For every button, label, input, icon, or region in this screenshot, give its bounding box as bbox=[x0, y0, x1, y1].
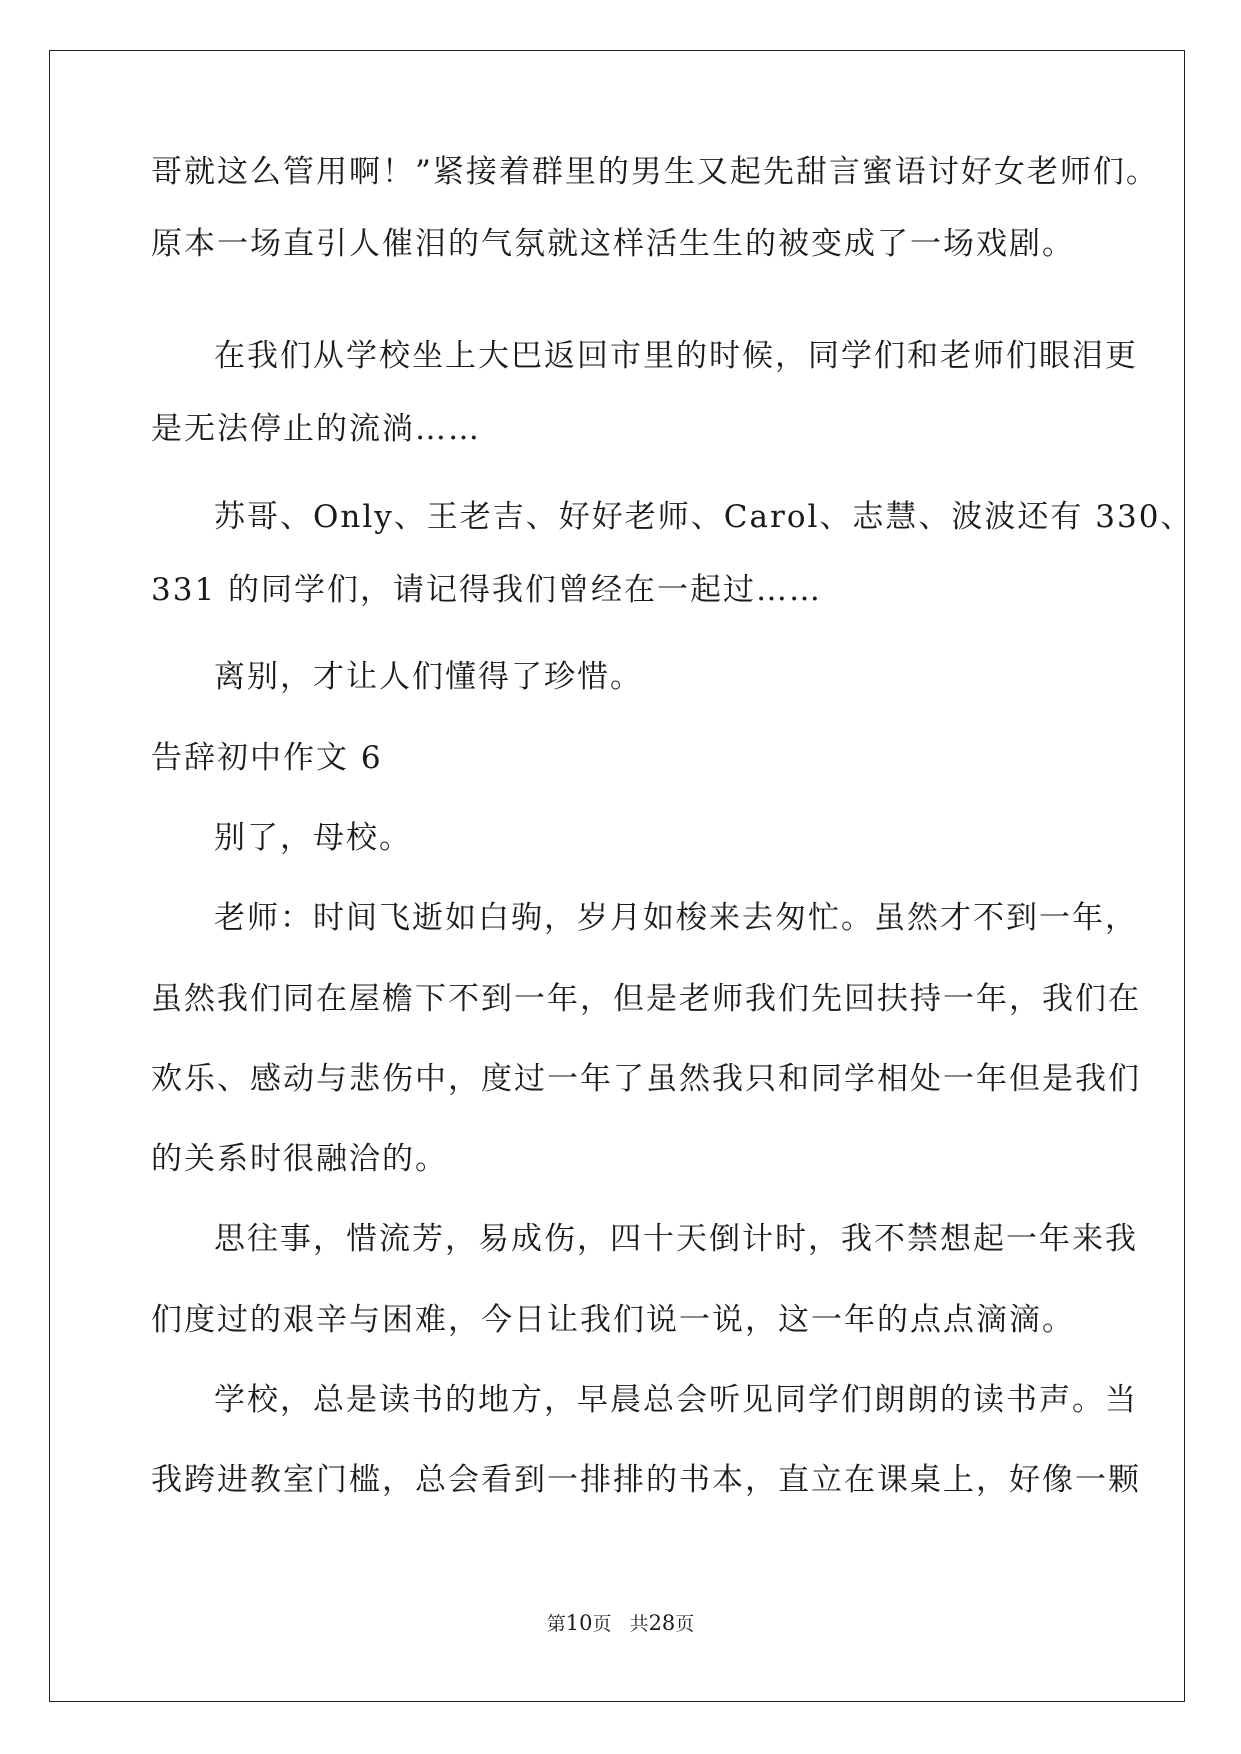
text-line: 学校，总是读书的地方，早晨总会听见同学们朗朗的读书声。当 bbox=[214, 1382, 1138, 1418]
footer-prefix: 第 bbox=[546, 1613, 566, 1635]
text-line: 的关系时很融洽的。 bbox=[151, 1141, 448, 1177]
text-line: 331 的同学们，请记得我们曾经在一起过…… bbox=[151, 572, 823, 608]
text-line: 苏哥、Only、王老吉、好好老师、Carol、志慧、波波还有 330、 bbox=[214, 499, 1194, 535]
text-line: 欢乐、感动与悲伤中，度过一年了虽然我只和同学相处一年但是我们 bbox=[151, 1061, 1141, 1097]
total-page-count: 28 bbox=[648, 1611, 676, 1635]
page-footer bbox=[0, 1611, 1241, 1636]
page-border bbox=[49, 50, 1185, 1702]
text-line: 思往事，惜流芳，易成伤，四十天倒计时，我不禁想起一年来我 bbox=[214, 1221, 1138, 1257]
text-line: 我跨进教室门槛，总会看到一排排的书本，直立在课桌上，好像一颗 bbox=[151, 1462, 1141, 1498]
section-heading: 告辞初中作文 6 bbox=[151, 740, 383, 776]
text-line: 哥就这么管用啊！”紧接着群里的男生又起先甜言蜜语讨好女老师们。 bbox=[151, 154, 1159, 190]
footer-suffix: 页 bbox=[675, 1613, 695, 1635]
text-line: 虽然我们同在屋檐下不到一年，但是老师我们先回扶持一年，我们在 bbox=[151, 981, 1141, 1017]
text-line: 原本一场直引人催泪的气氛就这样活生生的被变成了一场戏剧。 bbox=[151, 226, 1075, 262]
current-page-number: 10 bbox=[565, 1611, 593, 1635]
text-line: 别了，母校。 bbox=[214, 820, 412, 856]
footer-mid: 页 共 bbox=[592, 1613, 649, 1635]
text-line: 们度过的艰辛与困难，今日让我们说一说，这一年的点点滴滴。 bbox=[151, 1302, 1075, 1338]
text-line: 离别，才让人们懂得了珍惜。 bbox=[214, 659, 643, 695]
text-line: 是无法停止的流淌…… bbox=[151, 411, 481, 447]
text-line: 在我们从学校坐上大巴返回市里的时候，同学们和老师们眼泪更 bbox=[214, 338, 1138, 374]
text-line: 老师：时间飞逝如白驹，岁月如梭来去匆忙。虽然才不到一年， bbox=[214, 900, 1138, 936]
